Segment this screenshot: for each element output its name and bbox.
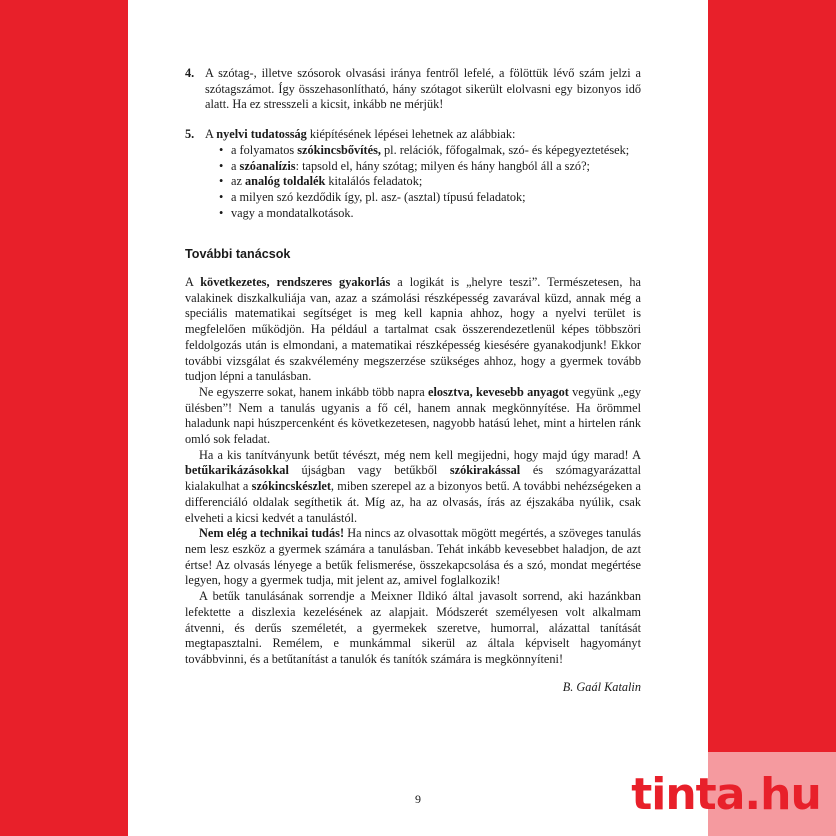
item-intro	[205, 127, 641, 143]
bullet-bold: szóanalízis	[239, 158, 296, 173]
section-body	[185, 275, 641, 668]
item-number: 5.	[185, 127, 195, 142]
page-number: 9	[415, 792, 421, 806]
text-run: Ha a kis tanítványunk betűt tévészt, még nem kell megijedni, hogy majd úgy marad! A	[199, 447, 641, 462]
bullet-text: az	[231, 174, 245, 189]
text-run: A	[185, 275, 201, 290]
watermark-text: tinta.hu	[631, 768, 821, 820]
bullet-item	[219, 159, 641, 175]
text-run: Ha nincs az olvasottak mögött megértés, a szöveges tanulás nem lesz eszköz a gyermek számára a tanulásban. Tehát inkább kevesebbet haladjon, de azt értse! Az olvasás lényege a betűk felismerése, összekapcsolása és a szó, mondat megértése legyen, hogy a gyermek tudja, mit jelent az, amivel foglalkozik!	[185, 526, 641, 588]
text-run: vegyünk „egy ülésben”! Nem a tanulás ugyanis a fő cél, hanem annak megkönnyítése. Ha örömmel haladunk napi húszpercenként és következetesen, nagyobb hatású lehet, mint a hirtelen ránk omló sok feladat.	[185, 384, 641, 447]
author-signature: B. Gaál Katalin	[562, 679, 641, 694]
text-run: A betűk tanulásának sorrendje a Meixner Ildikó által javasolt sorrend, aki hazánkban lefektette a diszlexia kezelésének az alapjait. Módszerét személyesen volt alkalmam átvenni, és derűs személetét, a gyermekek szeretve, humorral, alázattal tanítását megtapasztalni. Remélem, e munkámmal sikerül az általa képviselt hagyományt továbbvinni, és a betűtanítást a tanulók és tanítók számára is megkönnyíteni!	[185, 589, 641, 666]
bullet-text: a folyamatos	[231, 142, 298, 157]
bold-phrase: betűkarikázásokkal	[185, 463, 289, 478]
page-content	[185, 66, 641, 695]
watermark-logo	[616, 752, 836, 836]
body-paragraph	[185, 385, 641, 448]
body-paragraph	[185, 448, 641, 527]
text-run: a logikát is „helyre teszi”. Természetesen, ha valakinek diszkalkuliája van, azaz a számolási részképesség zavarával küzd, annak még a speciális matematikai segítséget is meg kell kapnia ahhoz, hogy a nyelvi terület is megfelelően működjön. Ha például a tartalmat csak összerendezetlenül képes többszöri feldolgozás után is elmondani, a matematikai részképesség kiesésére gyanakodjunk! Ekkor további vizsgálat és szakvélemény megszerzése szükséges ahhoz, hogy a gyermek tovább tudjon lépni a tanulásban.	[185, 275, 641, 384]
bullet-item	[219, 190, 641, 206]
numbered-item-4	[185, 66, 641, 113]
text-run: , miben szerepel az a bizonyos betű. A további nehézségeken a differenciáló oldalak segíthetik át. Míg az, ha az olvasás, írás az éjszakába nyúlik, csak elveheti a kicsi kedvét a tanulástól.	[185, 479, 641, 525]
text-run: újságban vagy betűkből	[288, 463, 450, 478]
intro-bold: nyelvi tudatosság	[216, 127, 307, 142]
bold-phrase: szókincskészlet	[251, 479, 331, 494]
bullet-text: a	[231, 158, 240, 173]
intro-text: A	[205, 127, 217, 142]
intro-text-end: kiépítésének lépései lehetnek az alábbiak:	[306, 127, 516, 142]
text-run: Ne egyszerre sokat, hanem inkább több napra	[199, 384, 428, 399]
numbered-item-5	[185, 127, 641, 221]
bullet-text-end: pl. relációk, főfogalmak, szó- és képegyeztetések;	[380, 142, 630, 157]
section-heading: További tanácsok	[185, 247, 291, 262]
bullet-text: a milyen szó kezdődik így, pl. asz- (asztal) típusú feladatok;	[231, 189, 526, 204]
bullet-text: vagy a mondatalkotások.	[231, 205, 354, 220]
item-number: 4.	[185, 66, 195, 80]
bold-phrase: Nem elég a technikai tudás!	[199, 526, 345, 541]
bold-phrase: elosztva, kevesebb anyagot	[427, 384, 569, 399]
bullet-text-end: kitalálós feladatok;	[325, 174, 423, 189]
bullet-list	[205, 143, 641, 222]
bullet-item	[219, 174, 641, 190]
bold-phrase: következetes, rendszeres gyakorlás	[200, 275, 391, 290]
item-text: A szótag-, illetve szósorok olvasási iránya fentről lefelé, a fölöttük lévő szám jelzi a szótagszámot. Így összehasonlítható, hány szótagot sikerült elolvasni egy bizonyos idő alatt. Ha ez stresszeli a kicsit, inkább ne mérjük!	[205, 66, 641, 112]
bullet-bold: szókincsbővítés,	[297, 142, 381, 157]
body-paragraph	[185, 275, 641, 385]
book-page	[128, 0, 708, 836]
bullet-item	[219, 143, 641, 159]
body-paragraph	[185, 589, 641, 668]
bullet-text-end: : tapsold el, hány szótag; milyen és hány hangból áll a szó?;	[295, 158, 590, 173]
bullet-item	[219, 206, 641, 222]
bullet-bold: analóg toldalék	[245, 174, 326, 189]
text-run: és szómagyarázattal kialakulhat a	[185, 463, 641, 494]
bold-phrase: szókirakással	[449, 463, 521, 478]
body-paragraph	[185, 526, 641, 589]
